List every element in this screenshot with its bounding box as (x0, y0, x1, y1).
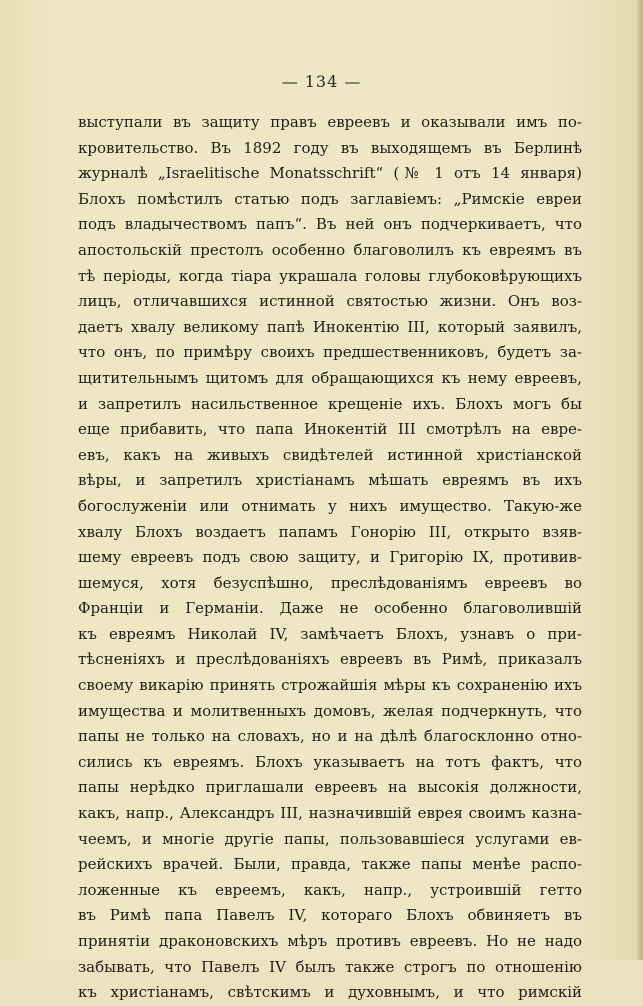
text-line: тѣ періоды, когда тіара украшала головы глубоковѣрующихъ (78, 266, 582, 285)
text-line: богослуженіи или отнимать у нихъ имущество. Такую-же (78, 496, 582, 515)
text-line: подъ владычествомъ папъ“. Въ ней онъ подчеркиваетъ, что (78, 215, 582, 234)
text-line: папы нерѣдко приглашали евреевъ на высокія должности, (78, 778, 582, 797)
text-line: апостольскій престолъ особенно благоволилъ къ евреямъ въ (78, 240, 582, 259)
text-line: выступали въ защиту правъ евреевъ и оказывали имъ по- (78, 113, 582, 131)
text-line: забывать, что Павелъ IV былъ также строгъ по отношенію (78, 957, 582, 976)
text-line: тѣсненіяхъ и преслѣдованіяхъ евреевъ въ Римѣ, приказалъ (78, 650, 582, 669)
text-line: къ евреямъ Николай IV, замѣчаетъ Блохъ, узнавъ о при- (78, 624, 582, 643)
text-line: сились къ евреямъ. Блохъ указываетъ на тотъ фактъ, что (78, 752, 582, 771)
body-text (78, 110, 582, 1006)
text-line: въ Римѣ папа Павелъ IV, котораго Блохъ обвиняетъ въ (78, 906, 582, 925)
text-line: лицъ, отличавшихся истинной святостью жизни. Онъ воз- (78, 292, 582, 311)
text-line: имущества и молитвенныхъ домовъ, желая подчеркнуть, что (78, 701, 582, 720)
text-line: шемуся, хотя безуспѣшно, преслѣдованіямъ евреевъ во (78, 573, 582, 592)
text-line: щитительнымъ щитомъ для обращающихся къ нему евреевъ, (78, 368, 582, 387)
text-line: чеемъ, и многіе другіе папы, пользовавшіеся услугами ев- (78, 829, 582, 848)
text-line: евъ, какъ на живыхъ свидѣтелей истинной христіанской (78, 445, 582, 464)
page-edge (637, 0, 643, 960)
text-line: вѣры, и запретилъ христіанамъ мѣшать евреямъ въ ихъ (78, 471, 582, 490)
text-line: и запретилъ насильственное крещеніе ихъ. Блохъ могъ бы (78, 394, 582, 413)
text-line: рейскихъ врачей. Были, правда, также папы менѣе распо- (78, 855, 582, 874)
text-line: ложенные къ евреемъ, какъ, напр., устроившій гетто (78, 880, 582, 899)
text-line: журналѣ „Israelitische Monatsschrift“ (№ 1 отъ 14 января) (78, 164, 582, 183)
text-line: что онъ, по примѣру своихъ предшественниковъ, будетъ за- (78, 343, 582, 362)
text-line: шему евреевъ подъ свою защиту, и Григорію IX, противив- (78, 548, 582, 567)
text-line: хвалу Блохъ воздаетъ папамъ Гонорію III, открыто взяв- (78, 522, 582, 541)
text-line: папы не только на словахъ, но и на дѣлѣ благосклонно отно- (78, 727, 582, 746)
text-line: даетъ хвалу великому папѣ Инокентію III, который заявилъ, (78, 317, 582, 336)
text-line: къ христіанамъ, свѣтскимъ и духовнымъ, и что римскій (78, 983, 582, 1002)
text-line: своему викарію принять строжайшія мѣры къ сохраненію ихъ (78, 676, 582, 695)
page-number: — 134 — (281, 72, 362, 91)
text-line: какъ, напр., Александръ III, назначившій еврея своимъ казна- (78, 804, 582, 823)
text-line: принятіи драконовскихъ мѣръ противъ евреевъ. Но не надо (78, 932, 582, 950)
text-line: кровительство. Въ 1892 году въ выходящемъ въ Берлинѣ (78, 138, 582, 157)
text-line: Франціи и Германіи. Даже не особенно благоволившій (78, 599, 582, 618)
text-line: еще прибавить, что папа Инокентій III смотрѣлъ на евре- (78, 420, 582, 439)
text-line: Блохъ помѣстилъ статью подъ заглавіемъ: „Римскіе евреи (78, 189, 582, 208)
